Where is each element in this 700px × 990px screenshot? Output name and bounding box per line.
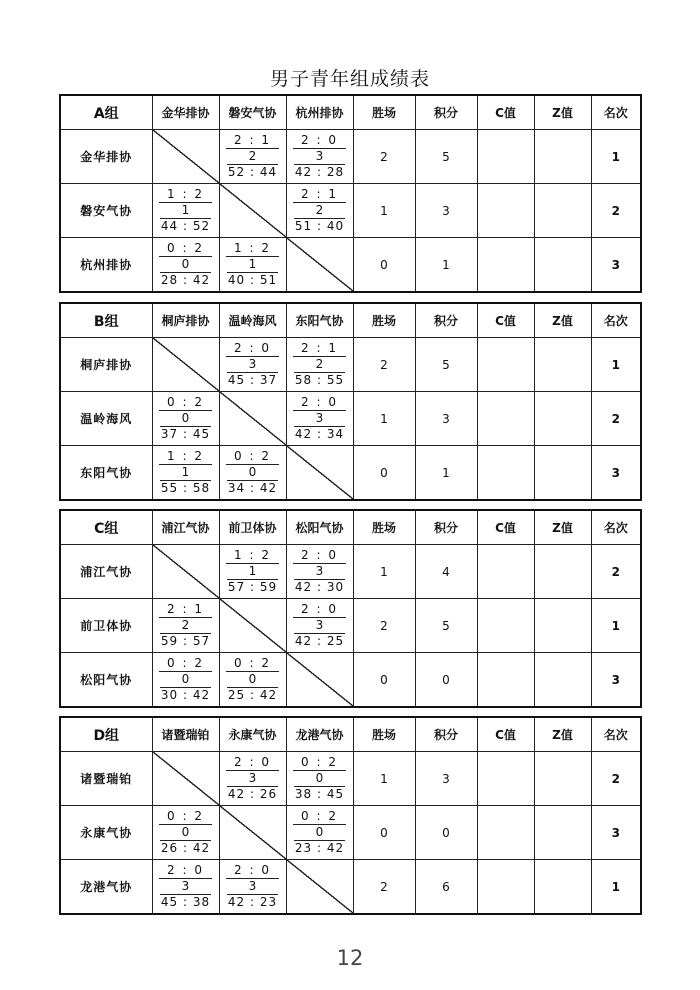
table-row: [60, 752, 641, 806]
set-score: 2 : 1: [226, 133, 279, 149]
match-result: [153, 395, 219, 442]
column-header: Z值: [534, 510, 591, 545]
column-header: 积分: [415, 510, 477, 545]
c-value: [477, 599, 534, 653]
match-points: 0: [160, 411, 211, 427]
group-name: B组: [60, 303, 152, 338]
match-result: [220, 133, 286, 180]
z-value: [534, 545, 591, 599]
match-result: [287, 809, 353, 856]
table-row: [60, 238, 641, 293]
point-ratio: 40 : 51: [227, 273, 278, 287]
header-row: [60, 510, 641, 545]
wins-value: 1: [353, 184, 415, 238]
match-points: 1: [160, 465, 211, 481]
self-match-cell: [219, 806, 286, 860]
point-ratio: 42 : 23: [227, 895, 278, 909]
match-result: [287, 133, 353, 180]
table-row: [60, 860, 641, 915]
c-value: [477, 130, 534, 184]
match-points: 1: [227, 257, 278, 273]
set-score: 2 : 0: [226, 863, 279, 879]
z-value: [534, 653, 591, 708]
point-ratio: 45 : 38: [160, 895, 211, 909]
rank-value: 3: [591, 446, 641, 501]
match-result: [287, 548, 353, 595]
point-ratio: 28 : 42: [160, 273, 211, 287]
wins-value: 2: [353, 338, 415, 392]
score-value: 1: [415, 446, 477, 501]
set-score: 2 : 0: [293, 395, 346, 411]
set-score: 2 : 1: [293, 341, 346, 357]
rank-value: 1: [591, 860, 641, 915]
table-row: [60, 806, 641, 860]
match-result-cell: [219, 860, 286, 915]
c-value: [477, 653, 534, 708]
match-points: 3: [227, 771, 278, 787]
header-row: [60, 95, 641, 130]
match-points: 0: [227, 465, 278, 481]
match-points: 3: [294, 564, 345, 580]
self-match-cell: [219, 599, 286, 653]
match-points: 0: [160, 825, 211, 841]
group-table: [59, 716, 642, 915]
self-match-cell: [219, 184, 286, 238]
set-score: 1 : 2: [159, 449, 212, 465]
match-points: 0: [294, 825, 345, 841]
z-value: [534, 860, 591, 915]
point-ratio: 58 : 55: [294, 373, 345, 387]
wins-value: 1: [353, 752, 415, 806]
team-name: 前卫体协: [60, 599, 152, 653]
column-header: C值: [477, 303, 534, 338]
column-header: C值: [477, 95, 534, 130]
table-row: [60, 130, 641, 184]
self-match-cell: [219, 392, 286, 446]
match-result-cell: [152, 238, 219, 293]
set-score: 1 : 2: [159, 187, 212, 203]
point-ratio: 51 : 40: [294, 219, 345, 233]
match-result: [220, 548, 286, 595]
match-result-cell: [152, 806, 219, 860]
rank-value: 1: [591, 338, 641, 392]
point-ratio: 42 : 25: [294, 634, 345, 648]
score-value: 6: [415, 860, 477, 915]
match-result: [220, 656, 286, 703]
column-header: 胜场: [353, 510, 415, 545]
self-match-cell: [152, 752, 219, 806]
column-header: 积分: [415, 95, 477, 130]
match-result-cell: [152, 599, 219, 653]
c-value: [477, 860, 534, 915]
table-row: [60, 653, 641, 708]
page-number: 12: [336, 946, 364, 970]
match-result-cell: [286, 752, 353, 806]
c-value: [477, 238, 534, 293]
point-ratio: 42 : 34: [294, 427, 345, 441]
point-ratio: 23 : 42: [294, 841, 345, 855]
point-ratio: 42 : 26: [227, 787, 278, 801]
wins-value: 0: [353, 806, 415, 860]
column-header: C值: [477, 717, 534, 752]
score-value: 5: [415, 599, 477, 653]
set-score: 0 : 2: [159, 809, 212, 825]
score-value: 5: [415, 130, 477, 184]
wins-value: 0: [353, 446, 415, 501]
match-result: [220, 341, 286, 388]
set-score: 2 : 0: [159, 863, 212, 879]
match-result: [287, 341, 353, 388]
match-points: 0: [294, 771, 345, 787]
opponent-header: 磐安气协: [219, 95, 286, 130]
c-value: [477, 806, 534, 860]
score-value: 3: [415, 392, 477, 446]
rank-value: 1: [591, 599, 641, 653]
set-score: 1 : 2: [226, 241, 279, 257]
column-header: Z值: [534, 717, 591, 752]
score-value: 4: [415, 545, 477, 599]
point-ratio: 38 : 45: [294, 787, 345, 801]
match-result: [153, 863, 219, 910]
match-result-cell: [286, 184, 353, 238]
wins-value: 2: [353, 599, 415, 653]
match-result: [153, 187, 219, 234]
match-result: [153, 602, 219, 649]
wins-value: 2: [353, 860, 415, 915]
column-header: 积分: [415, 303, 477, 338]
column-header: 名次: [591, 95, 641, 130]
match-result-cell: [286, 338, 353, 392]
match-points: 0: [160, 257, 211, 273]
match-result-cell: [152, 184, 219, 238]
set-score: 0 : 2: [226, 449, 279, 465]
column-header: 名次: [591, 717, 641, 752]
table-row: [60, 545, 641, 599]
rank-value: 1: [591, 130, 641, 184]
self-match-cell: [286, 446, 353, 501]
match-result-cell: [219, 338, 286, 392]
match-points: 2: [294, 203, 345, 219]
point-ratio: 42 : 28: [294, 165, 345, 179]
column-header: 积分: [415, 717, 477, 752]
wins-value: 0: [353, 653, 415, 708]
set-score: 2 : 1: [159, 602, 212, 618]
header-row: [60, 303, 641, 338]
table-row: [60, 446, 641, 501]
team-name: 松阳气协: [60, 653, 152, 708]
c-value: [477, 446, 534, 501]
match-result-cell: [152, 446, 219, 501]
column-header: Z值: [534, 303, 591, 338]
set-score: 2 : 0: [226, 755, 279, 771]
team-name: 龙港气协: [60, 860, 152, 915]
set-score: 2 : 0: [293, 548, 346, 564]
match-points: 3: [294, 618, 345, 634]
group-name: D组: [60, 717, 152, 752]
match-points: 0: [160, 672, 211, 688]
match-result-cell: [286, 130, 353, 184]
match-result: [153, 809, 219, 856]
match-points: 3: [294, 149, 345, 165]
match-result-cell: [219, 130, 286, 184]
match-result-cell: [152, 653, 219, 708]
team-name: 桐庐排协: [60, 338, 152, 392]
opponent-header: 浦江气协: [152, 510, 219, 545]
rank-value: 3: [591, 806, 641, 860]
wins-value: 1: [353, 545, 415, 599]
match-result: [220, 755, 286, 802]
set-score: 0 : 2: [159, 395, 212, 411]
score-value: 0: [415, 653, 477, 708]
point-ratio: 30 : 42: [160, 688, 211, 702]
wins-value: 1: [353, 392, 415, 446]
set-score: 0 : 2: [293, 755, 346, 771]
score-value: 3: [415, 752, 477, 806]
wins-value: 2: [353, 130, 415, 184]
point-ratio: 52 : 44: [227, 165, 278, 179]
match-result: [220, 241, 286, 288]
match-result: [153, 449, 219, 496]
opponent-header: 松阳气协: [286, 510, 353, 545]
rank-value: 2: [591, 392, 641, 446]
match-result: [153, 656, 219, 703]
team-name: 杭州排协: [60, 238, 152, 293]
team-name: 磐安气协: [60, 184, 152, 238]
match-result-cell: [219, 238, 286, 293]
z-value: [534, 130, 591, 184]
set-score: 2 : 0: [293, 602, 346, 618]
self-match-cell: [152, 545, 219, 599]
match-result-cell: [286, 545, 353, 599]
column-header: Z值: [534, 95, 591, 130]
match-points: 3: [227, 879, 278, 895]
match-points: 1: [160, 203, 211, 219]
match-result: [287, 187, 353, 234]
match-result-cell: [219, 446, 286, 501]
opponent-header: 前卫体协: [219, 510, 286, 545]
set-score: 2 : 0: [226, 341, 279, 357]
self-match-cell: [286, 238, 353, 293]
match-result-cell: [219, 545, 286, 599]
rank-value: 2: [591, 184, 641, 238]
c-value: [477, 545, 534, 599]
match-result-cell: [286, 599, 353, 653]
z-value: [534, 599, 591, 653]
match-result: [287, 395, 353, 442]
column-header: 胜场: [353, 717, 415, 752]
set-score: 1 : 2: [226, 548, 279, 564]
point-ratio: 45 : 37: [227, 373, 278, 387]
set-score: 0 : 2: [159, 656, 212, 672]
c-value: [477, 338, 534, 392]
point-ratio: 42 : 30: [294, 580, 345, 594]
rank-value: 2: [591, 752, 641, 806]
match-result: [287, 602, 353, 649]
c-value: [477, 392, 534, 446]
match-result: [153, 241, 219, 288]
team-name: 诸暨瑞铂: [60, 752, 152, 806]
z-value: [534, 238, 591, 293]
z-value: [534, 752, 591, 806]
rank-value: 2: [591, 545, 641, 599]
point-ratio: 57 : 59: [227, 580, 278, 594]
group-table: [59, 302, 642, 501]
c-value: [477, 752, 534, 806]
match-result: [220, 449, 286, 496]
table-row: [60, 184, 641, 238]
set-score: 0 : 2: [293, 809, 346, 825]
group-name: C组: [60, 510, 152, 545]
set-score: 2 : 1: [293, 187, 346, 203]
opponent-header: 温岭海风: [219, 303, 286, 338]
match-result-cell: [152, 860, 219, 915]
match-result-cell: [219, 752, 286, 806]
rank-value: 3: [591, 238, 641, 293]
team-name: 温岭海风: [60, 392, 152, 446]
point-ratio: 59 : 57: [160, 634, 211, 648]
opponent-header: 东阳气协: [286, 303, 353, 338]
match-points: 2: [160, 618, 211, 634]
self-match-cell: [152, 338, 219, 392]
team-name: 金华排协: [60, 130, 152, 184]
team-name: 东阳气协: [60, 446, 152, 501]
point-ratio: 55 : 58: [160, 481, 211, 495]
wins-value: 0: [353, 238, 415, 293]
column-header: 胜场: [353, 303, 415, 338]
match-result: [220, 863, 286, 910]
set-score: 0 : 2: [226, 656, 279, 672]
match-points: 2: [227, 149, 278, 165]
match-points: 2: [294, 357, 345, 373]
score-value: 5: [415, 338, 477, 392]
rank-value: 3: [591, 653, 641, 708]
match-points: 3: [294, 411, 345, 427]
match-result-cell: [286, 392, 353, 446]
set-score: 0 : 2: [159, 241, 212, 257]
match-result-cell: [219, 653, 286, 708]
table-row: [60, 392, 641, 446]
match-result: [287, 755, 353, 802]
point-ratio: 25 : 42: [227, 688, 278, 702]
group-table: [59, 509, 642, 708]
group-name: A组: [60, 95, 152, 130]
set-score: 2 : 0: [293, 133, 346, 149]
table-row: [60, 599, 641, 653]
opponent-header: 桐庐排协: [152, 303, 219, 338]
self-match-cell: [286, 653, 353, 708]
column-header: C值: [477, 510, 534, 545]
page-title: 男子青年组成绩表: [269, 68, 430, 90]
opponent-header: 杭州排协: [286, 95, 353, 130]
column-header: 名次: [591, 510, 641, 545]
z-value: [534, 446, 591, 501]
team-name: 永康气协: [60, 806, 152, 860]
self-match-cell: [286, 860, 353, 915]
score-value: 1: [415, 238, 477, 293]
c-value: [477, 184, 534, 238]
team-name: 浦江气协: [60, 545, 152, 599]
opponent-header: 诸暨瑞铂: [152, 717, 219, 752]
column-header: 胜场: [353, 95, 415, 130]
point-ratio: 44 : 52: [160, 219, 211, 233]
z-value: [534, 806, 591, 860]
match-points: 0: [227, 672, 278, 688]
match-result-cell: [152, 392, 219, 446]
score-value: 3: [415, 184, 477, 238]
match-points: 3: [227, 357, 278, 373]
self-match-cell: [152, 130, 219, 184]
column-header: 名次: [591, 303, 641, 338]
group-table: [59, 94, 642, 293]
header-row: [60, 717, 641, 752]
match-result-cell: [286, 806, 353, 860]
point-ratio: 37 : 45: [160, 427, 211, 441]
z-value: [534, 338, 591, 392]
table-row: [60, 338, 641, 392]
opponent-header: 龙港气协: [286, 717, 353, 752]
match-points: 3: [160, 879, 211, 895]
point-ratio: 34 : 42: [227, 481, 278, 495]
point-ratio: 26 : 42: [160, 841, 211, 855]
z-value: [534, 392, 591, 446]
score-value: 0: [415, 806, 477, 860]
match-points: 1: [227, 564, 278, 580]
opponent-header: 永康气协: [219, 717, 286, 752]
z-value: [534, 184, 591, 238]
opponent-header: 金华排协: [152, 95, 219, 130]
